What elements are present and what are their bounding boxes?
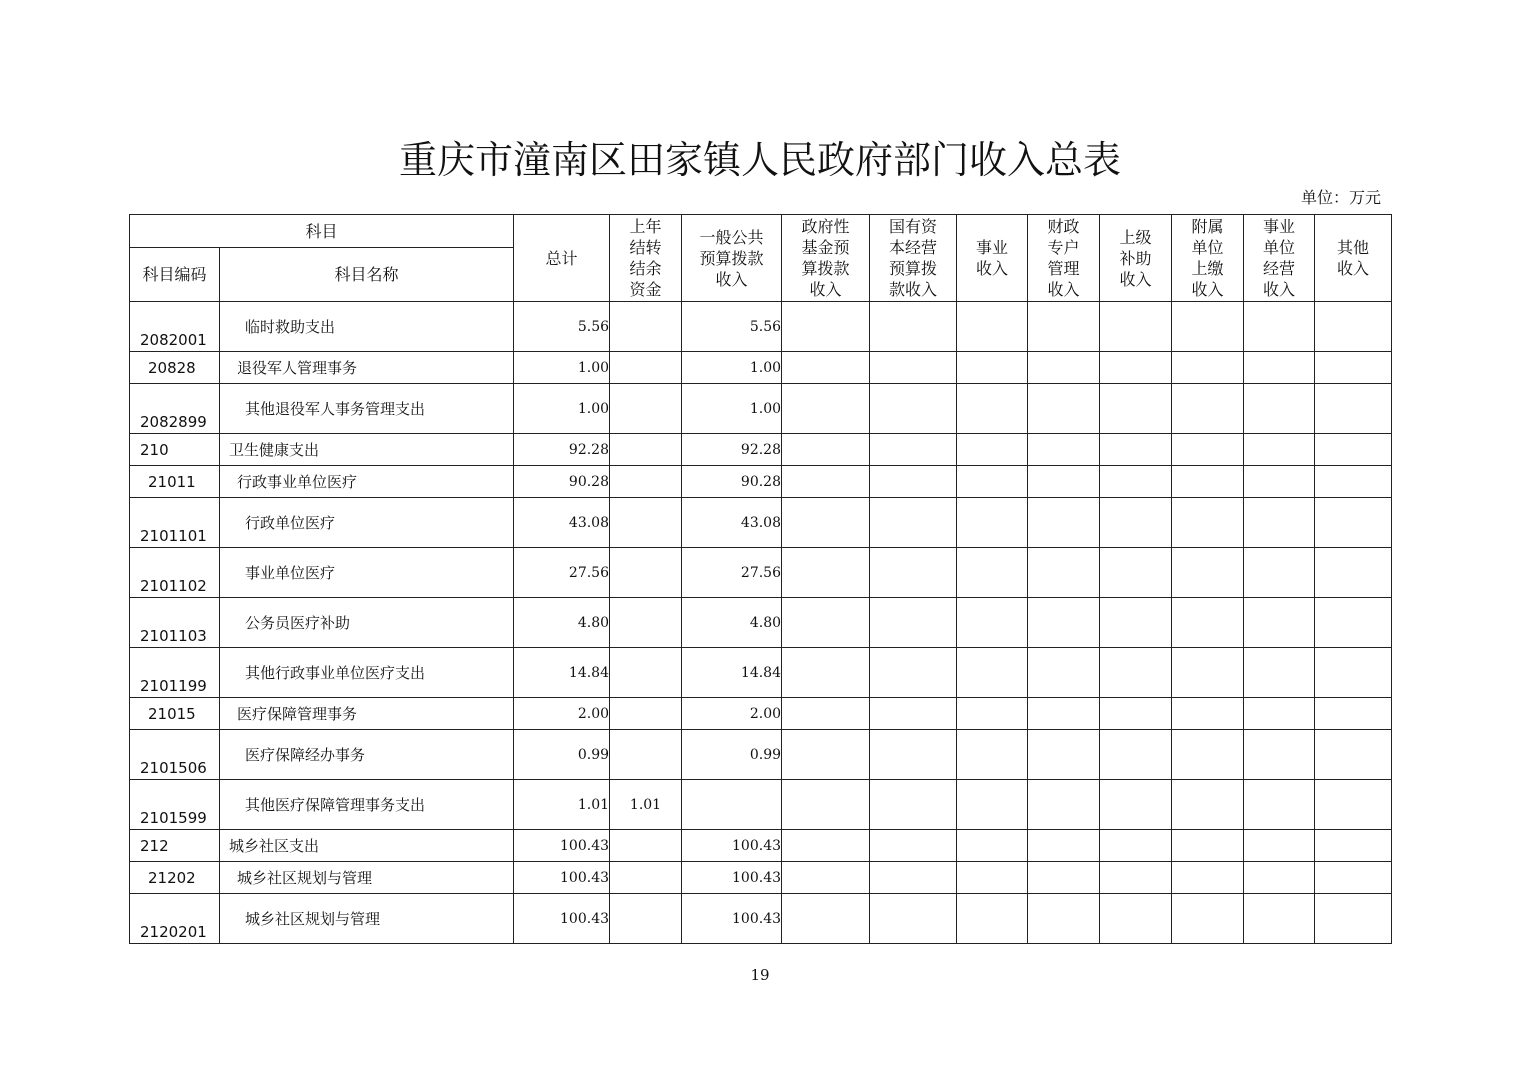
- total-value: 43.08: [514, 498, 610, 548]
- other-income-value: [1315, 730, 1392, 780]
- affiliated-remit-value: [1172, 302, 1244, 352]
- other-income-value: [1315, 780, 1392, 830]
- affiliated-remit-value: [1172, 434, 1244, 466]
- other-income-value: [1315, 598, 1392, 648]
- government-fund-value: [782, 698, 870, 730]
- superior-subsidy-value: [1100, 830, 1172, 862]
- total-value: 1.01: [514, 780, 610, 830]
- carryover-value: [610, 302, 682, 352]
- table-row: [130, 598, 1392, 648]
- state-capital-value: [870, 894, 957, 944]
- superior-subsidy-value: [1100, 352, 1172, 384]
- subject-code: 2101599: [130, 780, 220, 830]
- header-name: 科目名称: [220, 248, 514, 302]
- state-capital-value: [870, 548, 957, 598]
- subject-code: 21011: [130, 466, 220, 498]
- special-account-value: [1028, 352, 1100, 384]
- total-value: 1.00: [514, 384, 610, 434]
- header-government-fund: 政府性 基金预 算拨款 收入: [782, 215, 870, 302]
- header-state-capital: 国有资 本经营 预算拨 款收入: [870, 215, 957, 302]
- superior-subsidy-value: [1100, 730, 1172, 780]
- special-account-value: [1028, 498, 1100, 548]
- state-capital-value: [870, 384, 957, 434]
- other-income-value: [1315, 894, 1392, 944]
- carryover-value: [610, 730, 682, 780]
- affiliated-remit-value: [1172, 698, 1244, 730]
- subject-code: 20828: [130, 352, 220, 384]
- total-value: 2.00: [514, 698, 610, 730]
- general-budget-value: 100.43: [682, 894, 782, 944]
- business-income-value: [957, 730, 1028, 780]
- subject-code: 210: [130, 434, 220, 466]
- special-account-value: [1028, 384, 1100, 434]
- subject-name: 事业单位医疗: [220, 548, 514, 598]
- affiliated-remit-value: [1172, 548, 1244, 598]
- other-income-value: [1315, 498, 1392, 548]
- special-account-value: [1028, 648, 1100, 698]
- general-budget-value: 5.56: [682, 302, 782, 352]
- carryover-value: [610, 698, 682, 730]
- header-business-income: 事业 收入: [957, 215, 1028, 302]
- income-summary-table: [129, 214, 1392, 944]
- carryover-value: [610, 498, 682, 548]
- other-income-value: [1315, 434, 1392, 466]
- other-income-value: [1315, 302, 1392, 352]
- operating-income-value: [1244, 352, 1315, 384]
- state-capital-value: [870, 830, 957, 862]
- business-income-value: [957, 648, 1028, 698]
- business-income-value: [957, 830, 1028, 862]
- table-row: [130, 830, 1392, 862]
- general-budget-value: 2.00: [682, 698, 782, 730]
- superior-subsidy-value: [1100, 648, 1172, 698]
- government-fund-value: [782, 434, 870, 466]
- subject-name: 卫生健康支出: [220, 434, 514, 466]
- carryover-value: [610, 598, 682, 648]
- state-capital-value: [870, 730, 957, 780]
- superior-subsidy-value: [1100, 780, 1172, 830]
- general-budget-value: 1.00: [682, 352, 782, 384]
- other-income-value: [1315, 466, 1392, 498]
- government-fund-value: [782, 548, 870, 598]
- operating-income-value: [1244, 466, 1315, 498]
- superior-subsidy-value: [1100, 434, 1172, 466]
- general-budget-value: [682, 780, 782, 830]
- operating-income-value: [1244, 830, 1315, 862]
- header-subject: 科目: [130, 215, 514, 248]
- superior-subsidy-value: [1100, 862, 1172, 894]
- table-header: [130, 215, 1392, 302]
- page-title: 重庆市潼南区田家镇人民政府部门收入总表: [398, 138, 1121, 182]
- affiliated-remit-value: [1172, 894, 1244, 944]
- table-row: [130, 498, 1392, 548]
- business-income-value: [957, 498, 1028, 548]
- business-income-value: [957, 780, 1028, 830]
- total-value: 92.28: [514, 434, 610, 466]
- state-capital-value: [870, 862, 957, 894]
- other-income-value: [1315, 830, 1392, 862]
- subject-code: 2101101: [130, 498, 220, 548]
- general-budget-value: 90.28: [682, 466, 782, 498]
- government-fund-value: [782, 352, 870, 384]
- special-account-value: [1028, 830, 1100, 862]
- subject-code: 21202: [130, 862, 220, 894]
- carryover-value: [610, 894, 682, 944]
- general-budget-value: 1.00: [682, 384, 782, 434]
- special-account-value: [1028, 780, 1100, 830]
- state-capital-value: [870, 302, 957, 352]
- total-value: 100.43: [514, 862, 610, 894]
- operating-income-value: [1244, 548, 1315, 598]
- carryover-value: [610, 648, 682, 698]
- superior-subsidy-value: [1100, 302, 1172, 352]
- subject-code: 2101103: [130, 598, 220, 648]
- unit-label: 单位：万元: [1300, 188, 1381, 207]
- government-fund-value: [782, 730, 870, 780]
- header-general-budget: 一般公共 预算拨款 收入: [682, 215, 782, 302]
- special-account-value: [1028, 698, 1100, 730]
- state-capital-value: [870, 498, 957, 548]
- total-value: 1.00: [514, 352, 610, 384]
- header-other-income: 其他 收入: [1315, 215, 1392, 302]
- page-number: 19: [750, 966, 770, 984]
- subject-name: 行政事业单位医疗: [220, 466, 514, 498]
- special-account-value: [1028, 730, 1100, 780]
- subject-name: 医疗保障管理事务: [220, 698, 514, 730]
- superior-subsidy-value: [1100, 698, 1172, 730]
- operating-income-value: [1244, 648, 1315, 698]
- government-fund-value: [782, 498, 870, 548]
- operating-income-value: [1244, 730, 1315, 780]
- table-row: [130, 780, 1392, 830]
- general-budget-value: 92.28: [682, 434, 782, 466]
- subject-code: 2101506: [130, 730, 220, 780]
- business-income-value: [957, 862, 1028, 894]
- state-capital-value: [870, 698, 957, 730]
- table-row: [130, 894, 1392, 944]
- subject-name: 行政单位医疗: [220, 498, 514, 548]
- other-income-value: [1315, 648, 1392, 698]
- affiliated-remit-value: [1172, 862, 1244, 894]
- header-superior-subsidy: 上级 补助 收入: [1100, 215, 1172, 302]
- header-operating-income: 事业 单位 经营 收入: [1244, 215, 1315, 302]
- operating-income-value: [1244, 434, 1315, 466]
- operating-income-value: [1244, 780, 1315, 830]
- subject-code: 212: [130, 830, 220, 862]
- carryover-value: [610, 862, 682, 894]
- table-row: [130, 466, 1392, 498]
- carryover-value: [610, 384, 682, 434]
- government-fund-value: [782, 780, 870, 830]
- subject-code: 2101199: [130, 648, 220, 698]
- subject-name: 临时救助支出: [220, 302, 514, 352]
- subject-code: 2120201: [130, 894, 220, 944]
- subject-code: 2082001: [130, 302, 220, 352]
- government-fund-value: [782, 648, 870, 698]
- special-account-value: [1028, 434, 1100, 466]
- affiliated-remit-value: [1172, 352, 1244, 384]
- total-value: 0.99: [514, 730, 610, 780]
- total-value: 4.80: [514, 598, 610, 648]
- superior-subsidy-value: [1100, 894, 1172, 944]
- table-row: [130, 548, 1392, 598]
- subject-code: 21015: [130, 698, 220, 730]
- header-code: 科目编码: [130, 248, 220, 302]
- superior-subsidy-value: [1100, 466, 1172, 498]
- operating-income-value: [1244, 862, 1315, 894]
- total-value: 90.28: [514, 466, 610, 498]
- special-account-value: [1028, 466, 1100, 498]
- business-income-value: [957, 352, 1028, 384]
- government-fund-value: [782, 384, 870, 434]
- other-income-value: [1315, 548, 1392, 598]
- general-budget-value: 14.84: [682, 648, 782, 698]
- total-value: 100.43: [514, 830, 610, 862]
- table-row: [130, 862, 1392, 894]
- carryover-value: [610, 830, 682, 862]
- operating-income-value: [1244, 302, 1315, 352]
- operating-income-value: [1244, 894, 1315, 944]
- operating-income-value: [1244, 498, 1315, 548]
- special-account-value: [1028, 548, 1100, 598]
- business-income-value: [957, 548, 1028, 598]
- subject-name: 其他行政事业单位医疗支出: [220, 648, 514, 698]
- state-capital-value: [870, 598, 957, 648]
- subject-name: 医疗保障经办事务: [220, 730, 514, 780]
- affiliated-remit-value: [1172, 384, 1244, 434]
- government-fund-value: [782, 466, 870, 498]
- business-income-value: [957, 434, 1028, 466]
- affiliated-remit-value: [1172, 730, 1244, 780]
- subject-code: 2101102: [130, 548, 220, 598]
- operating-income-value: [1244, 598, 1315, 648]
- affiliated-remit-value: [1172, 830, 1244, 862]
- general-budget-value: 100.43: [682, 862, 782, 894]
- subject-name: 城乡社区规划与管理: [220, 894, 514, 944]
- affiliated-remit-value: [1172, 498, 1244, 548]
- state-capital-value: [870, 352, 957, 384]
- other-income-value: [1315, 352, 1392, 384]
- table-row: [130, 698, 1392, 730]
- total-value: 14.84: [514, 648, 610, 698]
- affiliated-remit-value: [1172, 780, 1244, 830]
- general-budget-value: 0.99: [682, 730, 782, 780]
- subject-name: 公务员医疗补助: [220, 598, 514, 648]
- carryover-value: 1.01: [610, 780, 682, 830]
- table-row: [130, 730, 1392, 780]
- header-special-account: 财政 专户 管理 收入: [1028, 215, 1100, 302]
- operating-income-value: [1244, 698, 1315, 730]
- other-income-value: [1315, 384, 1392, 434]
- carryover-value: [610, 466, 682, 498]
- general-budget-value: 4.80: [682, 598, 782, 648]
- carryover-value: [610, 548, 682, 598]
- header-total: 总计: [514, 215, 610, 302]
- superior-subsidy-value: [1100, 548, 1172, 598]
- subject-code: 2082899: [130, 384, 220, 434]
- affiliated-remit-value: [1172, 648, 1244, 698]
- table-body: [130, 302, 1392, 944]
- government-fund-value: [782, 598, 870, 648]
- business-income-value: [957, 302, 1028, 352]
- carryover-value: [610, 434, 682, 466]
- general-budget-value: 100.43: [682, 830, 782, 862]
- header-affiliated-remit: 附属 单位 上缴 收入: [1172, 215, 1244, 302]
- total-value: 27.56: [514, 548, 610, 598]
- special-account-value: [1028, 302, 1100, 352]
- subject-name: 城乡社区支出: [220, 830, 514, 862]
- government-fund-value: [782, 302, 870, 352]
- other-income-value: [1315, 698, 1392, 730]
- other-income-value: [1315, 862, 1392, 894]
- total-value: 100.43: [514, 894, 610, 944]
- affiliated-remit-value: [1172, 598, 1244, 648]
- state-capital-value: [870, 434, 957, 466]
- state-capital-value: [870, 780, 957, 830]
- operating-income-value: [1244, 384, 1315, 434]
- government-fund-value: [782, 894, 870, 944]
- special-account-value: [1028, 862, 1100, 894]
- government-fund-value: [782, 862, 870, 894]
- subject-name: 其他退役军人事务管理支出: [220, 384, 514, 434]
- state-capital-value: [870, 648, 957, 698]
- table-row: [130, 352, 1392, 384]
- business-income-value: [957, 466, 1028, 498]
- affiliated-remit-value: [1172, 466, 1244, 498]
- superior-subsidy-value: [1100, 498, 1172, 548]
- superior-subsidy-value: [1100, 598, 1172, 648]
- business-income-value: [957, 384, 1028, 434]
- subject-name: 退役军人管理事务: [220, 352, 514, 384]
- business-income-value: [957, 598, 1028, 648]
- table-row: [130, 384, 1392, 434]
- superior-subsidy-value: [1100, 384, 1172, 434]
- special-account-value: [1028, 894, 1100, 944]
- total-value: 5.56: [514, 302, 610, 352]
- business-income-value: [957, 894, 1028, 944]
- table-row: [130, 648, 1392, 698]
- header-carryover: 上年 结转 结余 资金: [610, 215, 682, 302]
- state-capital-value: [870, 466, 957, 498]
- carryover-value: [610, 352, 682, 384]
- general-budget-value: 27.56: [682, 548, 782, 598]
- subject-name: 其他医疗保障管理事务支出: [220, 780, 514, 830]
- table-row: [130, 434, 1392, 466]
- subject-name: 城乡社区规划与管理: [220, 862, 514, 894]
- business-income-value: [957, 698, 1028, 730]
- general-budget-value: 43.08: [682, 498, 782, 548]
- table-row: [130, 302, 1392, 352]
- government-fund-value: [782, 830, 870, 862]
- special-account-value: [1028, 598, 1100, 648]
